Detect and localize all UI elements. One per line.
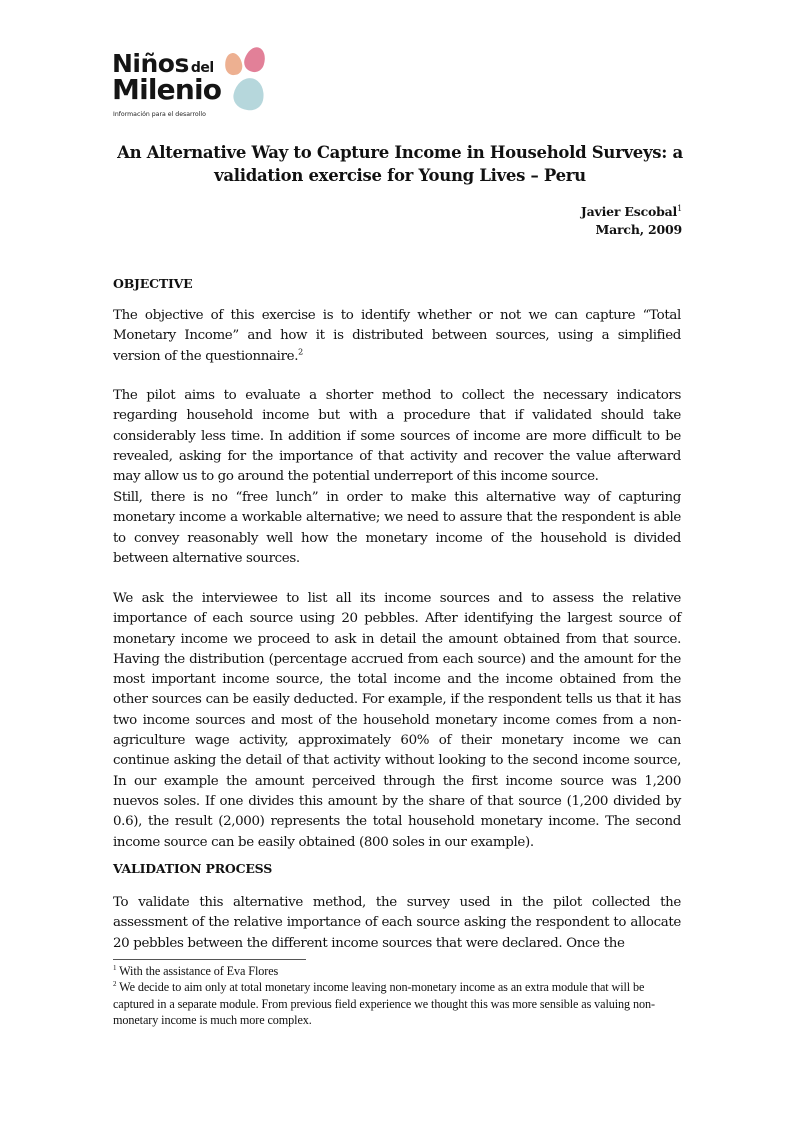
paragraph-objective: The objective of this exercise is to identify whether or not we can capture “Total Monetary Income” and how it is distributed between sources, using a simplified version of the questionnaire.$^2$ [113, 308, 681, 364]
paragraph-free-lunch: Still, there is no “free lunch” in order to make this alternative way of capturing monetary income a workable alternative; we need to assure that the respondent is able to convey reasonably well how the monetary income of the household is divided between alternative sources. [113, 490, 681, 566]
fingerprint-teal-icon [231, 75, 267, 113]
document-title: An Alternative Way to Capture Income in Household Surveys: a validation exercise for Young Lives – Peru [117, 143, 683, 185]
logo-tagline: Información para el desarrollo [113, 111, 206, 118]
author-block [581, 203, 682, 239]
section-heading-validation: VALIDATION PROCESS [113, 861, 273, 876]
footnotes [113, 963, 688, 1028]
footnote-1: $^1$ With the assistance of Eva Flores [113, 963, 279, 978]
footnote-ref-1: 1 [677, 203, 682, 213]
fingerprint-pink-icon [242, 45, 269, 75]
fingerprint-orange-icon [224, 52, 244, 76]
ninos-del-milenio-logo [112, 45, 277, 125]
footnote-2: $^2$ We decide to aim only at total monetary income leaving non-monetary income as an extra module that will be captured in a separate module. From previous field experience we thought this was more sensible as valuing non-monetary income is much more complex. [113, 980, 655, 1027]
footnote-separator [113, 959, 306, 960]
author-name: Javier Escobal$^1$ [580, 203, 682, 219]
paragraph-pilot-aims: The pilot aims to evaluate a shorter method to collect the necessary indicators regarding household income but with a procedure that if validated should take considerably less time. In addition if some sources of income are more difficult to be revealed, asking for the importance of that activity and recover the value afterward may allow us to go around the potential underreport of this income source. [113, 388, 681, 485]
footnote-ref-2: 2 [298, 347, 303, 357]
section-heading-objective: OBJECTIVE [113, 276, 193, 291]
document-date: March, 2009 [595, 222, 682, 237]
logo-text-line2: Milenio [112, 73, 222, 106]
logo-text-line1: Niños del [112, 49, 214, 78]
paragraph-validation: To validate this alternative method, the survey used in the pilot collected the assessment of the relative importance of each source asking the respondent to allocate 20 pebbles between the different income sources that were declared. Once the [113, 895, 681, 951]
paragraph-pebbles-method: We ask the interviewee to list all its income sources and to assess the relative importance of each source using 20 pebbles. After identifying the largest source of monetary income we proceed to ask in detail the amount obtained from that source. Having the distribution (percentage accrued from each source) and the amount for the most important income source, the total income and the income obtained from the other sources can be easily deducted. For example, if the respondent tells us that it has two income sources and most of the household monetary income comes from a non-agriculture wage activity, approximately 60% of their monetary income we can continue asking the detail of that activity without looking to the second income source, In our example the amount perceived through the first income source was 1,200 nuevos soles. If one divides this amount by the share of that source (1,200 divided by 0.6), the result (2,000) represents the total household monetary income. The second income source can be easily obtained (800 soles in our example). [113, 591, 681, 850]
